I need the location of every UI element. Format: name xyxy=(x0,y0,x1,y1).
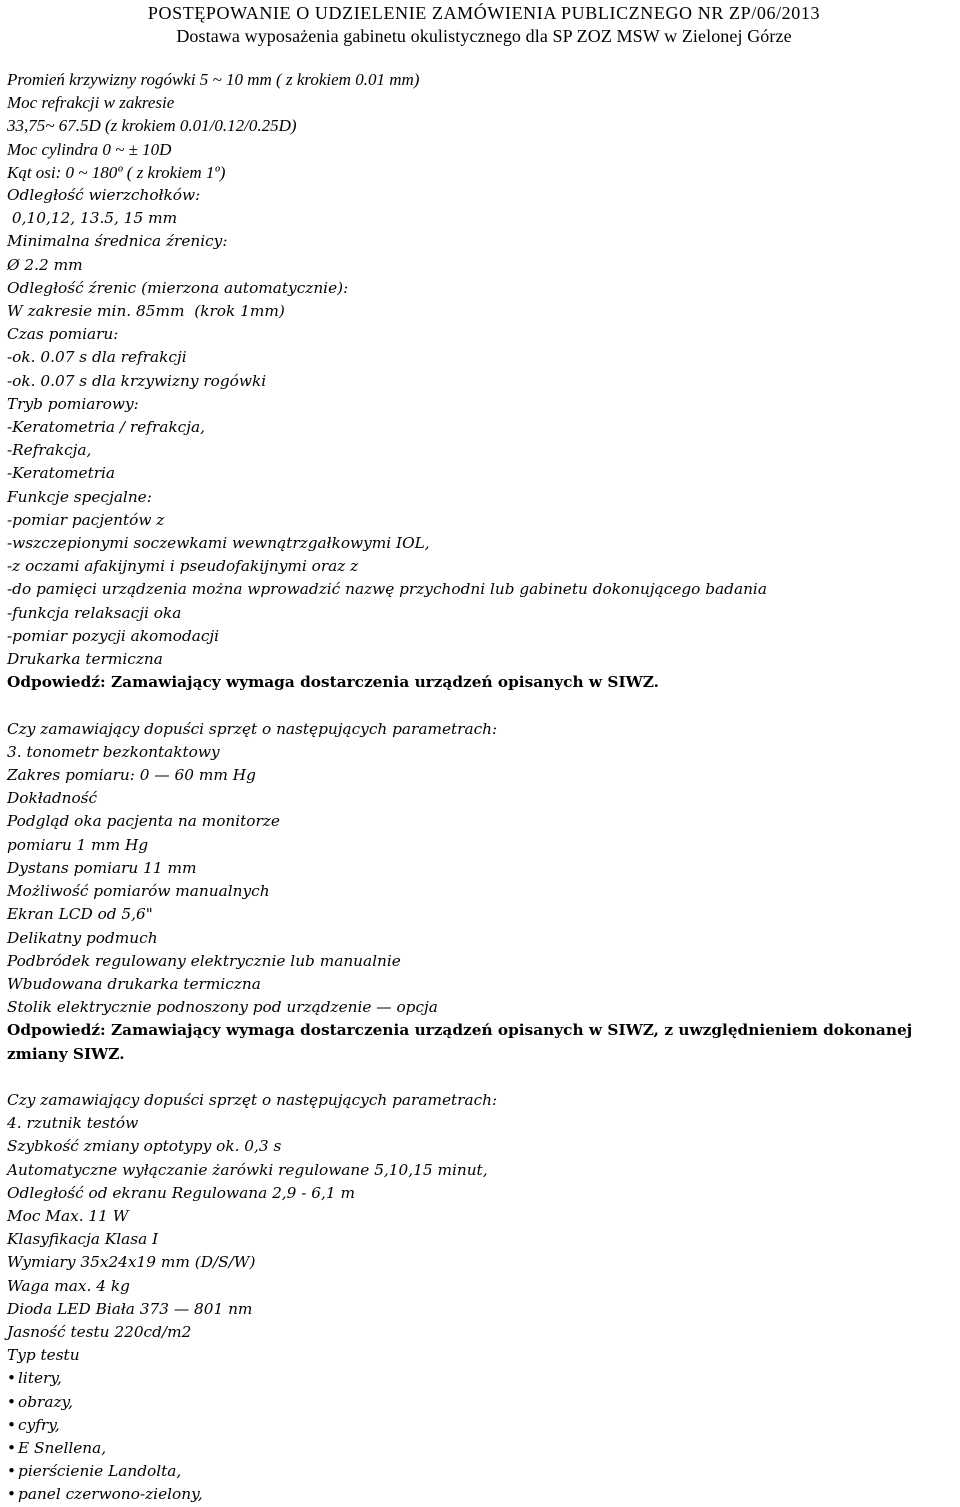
bullet-item xyxy=(7,1483,957,1506)
spec-line: Ø 2.2 mm xyxy=(7,255,83,274)
spec-line: 33,75~ 67.5D (z krokiem 0.01/0.12/0.25D) xyxy=(7,116,297,136)
section-autorefractometer xyxy=(7,68,957,694)
bullet-text: pierścienie Landolta, xyxy=(18,1462,182,1481)
paragraph-gap xyxy=(7,694,957,717)
spec-line: Stolik elektrycznie podnoszony pod urządzenie — opcja xyxy=(7,998,438,1017)
section-tonometer xyxy=(7,718,957,1066)
bullet-item xyxy=(7,1391,957,1414)
bullet-item xyxy=(7,1367,957,1390)
spec-line: W zakresie min. 85mm (krok 1mm) xyxy=(7,302,285,321)
bullet-text: E Snellena, xyxy=(18,1438,107,1457)
spec-line: -pomiar pozycji akomodacji xyxy=(7,626,220,645)
spec-line: Minimalna średnica źrenicy: xyxy=(7,232,228,251)
bullet-item xyxy=(7,1460,957,1483)
spec-line: Czas pomiaru: xyxy=(7,325,119,344)
question-line: Czy zamawiający dopuści sprzęt o następujących parametrach: xyxy=(7,1090,498,1109)
spec-line: Podgląd oka pacjenta na monitorze xyxy=(7,812,280,831)
spec-line: Jasność testu 220cd/m2 xyxy=(7,1322,192,1341)
spec-line: Szybkość zmiany optotypy ok. 0,3 s xyxy=(7,1137,282,1156)
spec-line: Moc refrakcji w zakresie xyxy=(7,93,175,113)
header-subtitle: Dostawa wyposażenia gabinetu okulistycznego dla SP ZOZ MSW w Zielonej Górze xyxy=(176,26,792,46)
bullet-text: cyfry, xyxy=(18,1415,60,1434)
spec-line: -Keratometria xyxy=(7,464,116,483)
document-body xyxy=(7,68,957,1507)
spec-line: -z oczami afakijnymi i pseudofakijnymi oraz z xyxy=(7,557,359,576)
spec-line: Waga max. 4 kg xyxy=(7,1276,130,1295)
spec-line: Zakres pomiaru: 0 — 60 mm Hg xyxy=(7,766,256,785)
spec-line: -do pamięci urządzenia można wprowadzić nazwę przychodni lub gabinetu dokonującego badania xyxy=(7,580,767,599)
spec-line: Wbudowana drukarka termiczna xyxy=(7,974,261,993)
spec-line: -pomiar pacjentów z xyxy=(7,510,165,529)
header-title: POSTĘPOWANIE O UDZIELENIE ZAMÓWIENIA PUBLICZNEGO NR ZP/06/2013 xyxy=(147,3,821,23)
spec-line: 3. tonometr bezkontaktowy xyxy=(7,742,220,761)
bullet-item xyxy=(7,1437,957,1460)
spec-line: Odległość źrenic (mierzona automatycznie): xyxy=(7,278,349,297)
spec-line: Typ testu xyxy=(7,1346,80,1365)
spec-line: 4. rzutnik testów xyxy=(7,1114,139,1133)
spec-line: Dystans pomiaru 11 mm xyxy=(7,858,197,877)
answer-paragraph: Odpowiedź: Zamawiający wymaga dostarczenia urządzeń opisanych w SIWZ, z uwzględnieniem dokonanej zmiany SIWZ. xyxy=(7,1021,913,1063)
spec-line: -ok. 0.07 s dla refrakcji xyxy=(7,348,187,367)
spec-line: -funkcja relaksacji oka xyxy=(7,603,182,622)
spec-line: Odległość od ekranu Regulowana 2,9 - 6,1 m xyxy=(7,1183,355,1202)
document-header xyxy=(0,2,960,48)
paragraph-gap xyxy=(7,1066,957,1089)
spec-line: Moc cylindra 0 ~ ± 10D xyxy=(7,139,172,159)
spec-line: Dioda LED Biała 373 — 801 nm xyxy=(7,1299,253,1318)
spec-line: -ok. 0.07 s dla krzywizny rogówki xyxy=(7,371,267,390)
spec-line: Podbródek regulowany elektrycznie lub manualnie xyxy=(7,951,401,970)
spec-line: Tryb pomiarowy: xyxy=(7,394,139,413)
spec-line: -Keratometria / refrakcja, xyxy=(7,418,205,437)
bullet-text: panel czerwono-zielony, xyxy=(18,1485,203,1504)
spec-line: Funkcje specjalne: xyxy=(7,487,152,506)
question-line: Czy zamawiający dopuści sprzęt o następujących parametrach: xyxy=(7,719,498,738)
spec-line: Promień krzywizny rogówki 5 ~ 10 mm ( z krokiem 0.01 mm) xyxy=(7,70,420,89)
spec-line: pomiaru 1 mm Hg xyxy=(7,835,149,854)
spec-line: Automatyczne wyłączanie żarówki regulowane 5,10,15 minut, xyxy=(7,1160,488,1179)
bullet-text: obrazy, xyxy=(18,1392,73,1411)
spec-line: Wymiary 35x24x19 mm (D/S/W) xyxy=(7,1253,256,1272)
section-test-projector xyxy=(7,1089,957,1507)
spec-line: Kąt osi: 0 ~ 180º ( z krokiem 1º) xyxy=(7,162,226,182)
bullet-item xyxy=(7,1414,957,1437)
spec-line: Drukarka termiczna xyxy=(7,650,163,669)
spec-line: -Refrakcja, xyxy=(7,441,92,460)
spec-line: Odległość wierzchołków: xyxy=(7,186,201,205)
spec-line: -wszczepionymi soczewkami wewnątrzgałkowymi IOL, xyxy=(7,534,430,553)
spec-line: Delikatny podmuch xyxy=(7,928,158,947)
spec-line: Klasyfikacja Klasa I xyxy=(7,1230,159,1249)
spec-line: Moc Max. 11 W xyxy=(7,1206,129,1225)
spec-line: 0,10,12, 13.5, 15 mm xyxy=(7,209,178,228)
spec-line: Ekran LCD od 5,6" xyxy=(7,905,153,924)
spec-line: Możliwość pomiarów manualnych xyxy=(7,882,270,901)
bullet-text: litery, xyxy=(18,1369,62,1388)
answer-paragraph: Odpowiedź: Zamawiający wymaga dostarczenia urządzeń opisanych w SIWZ. xyxy=(7,673,660,692)
spec-line: Dokładność xyxy=(7,789,98,808)
